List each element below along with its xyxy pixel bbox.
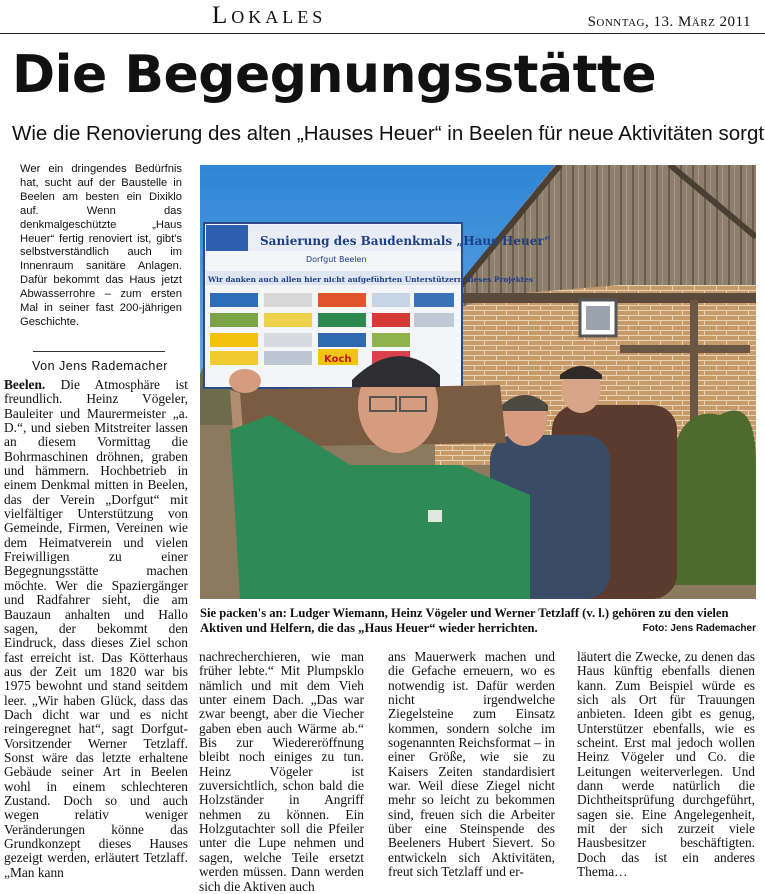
article-column-3: ans Mauerwerk machen und die Gefache erneuern, wo es notwendig ist. Dafür werden nicht irgendwelche Ziegelsteine zum Einsatz kommen, sondern solche im sogenannten Reichsformat – in einer Größe, wie sie zu Kaisers Zeiten standardisiert war. Weil diese Ziegel nicht mehr so leicht zu bekommen sind, freuen sich die Arbeiter über eine Steinspende des Beeleners Hubert Sievert. So entwickeln sich Aktivitäten, freut sich Tetzlaff und er- [388, 649, 555, 880]
intro-paragraph: Wer ein dringendes Bedürfnis hat, sucht auf der Baustelle in Beelen am besten ein Dixiklo auf. Wenn das denkmalgeschützte „Haus Heuer“ fertig renoviert ist, gibt's selbstverständlich auch im Innenraum sanitäre Anlagen. Dafür bekommt das Haus jetzt Abwasserrohre – zum ersten Mal in seiner fast 200-jährigen Geschichte. [20, 163, 182, 328]
sign-org: Dorfgut Beelen [306, 255, 367, 264]
header-rule [0, 33, 765, 34]
sign-title: Sanierung des Baudenkmals „Haus Heuer“ [260, 234, 551, 248]
issue-date: Sonntag, 13. März 2011 [587, 14, 751, 30]
article-column-1 [4, 378, 188, 880]
headline: Die Begegnungsstätte [12, 45, 657, 105]
byline-rule [33, 351, 165, 352]
photo-illustration [200, 165, 756, 599]
subheadline: Wie die Renovierung des alten „Hauses Heuer“ in Beelen für neue Aktivitäten sorgt [12, 122, 765, 145]
column-1-text: Die Atmosphäre ist freundlich. Heinz Vögeler, Bauleiter und Maurermeister „a. D.“, und sieben Mitstreiter lassen an diesem Vormittag die Bohrmaschinen dröhnen, graben und hämmern. Hochbetrieb in einem Denkmal mitten in Beelen, das der Verein „Dorfgut“ mit vielfältiger Unterstützung von Gemeinde, Firmen, Vereinen wie dem Heimatverein und vielen Freiwilligen zu einer Begegnungsstätte machen möchte. Wer die Spaziergänger und Radfahrer sieht, die am Bauzaun anhalten und Hallo sagen, der bekommt den Eindruck, dass dieses Ziel schon fast erreicht ist. Das Kötterhaus aus der Zeit um 1820 war bis 1975 bewohnt und stand seitdem leer. „Wir haben Glück, dass das Dach dicht war und es nicht reingeregnet hat“, sagt Dorfgut-Vorsitzender Werner Tetzlaff. Sonst wäre das letzte erhaltene Gebäude seiner Art in Beelen wohl in einem schlechteren Zustand. Doch so und auch wegen relativ weniger Veränderungen könne das Grundkonzept dieses Hauses gezeigt werden, erläutert Tetzlaff. „Man kann [4, 377, 188, 880]
article-column-2: nachrecherchieren, wie man früher lebte.“ Mit Plumpsklo nämlich und mit dem Vieh unter einem Dach. „Das war zwar beengt, aber die Viecher gaben eben auch Wärme ab.“ Bis zur Wiedereröffnung bleibt noch einiges zu tun. Heinz Vögeler ist zuversichtlich, schon bald die Holzständer in Angriff nehmen zu können. Ein Holzgutachter soll die Pfeiler unter die Lupe nehmen und sagen, welche Teile ersetzt werden müssen. Dann werden sich die Aktiven auch [199, 649, 364, 894]
article-photo [200, 165, 756, 599]
section-title: Lokales [212, 2, 327, 29]
caption-text: Sie packen's an: Ludger Wiemann, Heinz Vögeler und Werner Tetzlaff (v. l.) gehören zu den vielen Aktiven und Helfern, die das „Haus Heuer“ wieder herrichten. [200, 606, 729, 635]
photo-credit: Foto: Jens Rademacher [642, 623, 756, 634]
sign-logo: Koch [324, 354, 352, 365]
sign-subtitle: Wir danken auch allen hier nicht aufgeführten Unterstützern dieses Projektes [208, 275, 534, 284]
dateline: Beelen. [4, 377, 46, 392]
article-column-4: läutert die Zwecke, zu denen das Haus künftig ebenfalls dienen kann. Zum Beispiel würde es sich als Ort für Trauungen anbieten. Ideen gibt es genug, Unterstützer ebenfalls, wie es scheint. Erst mal jedoch wollen Heinz Vögeler und Co. die Leitungen weiterverlegen. Und dann werde natürlich die Dichtheitsprüfung durchgeführt, sagen sie. Eine Angelegenheit, mit der sich zurzeit viele Hausbesitzer beschäftigten. Doch das ist ein anderes Thema… [577, 649, 755, 880]
byline: Von Jens Rademacher [32, 359, 168, 373]
photo-caption [200, 606, 756, 636]
